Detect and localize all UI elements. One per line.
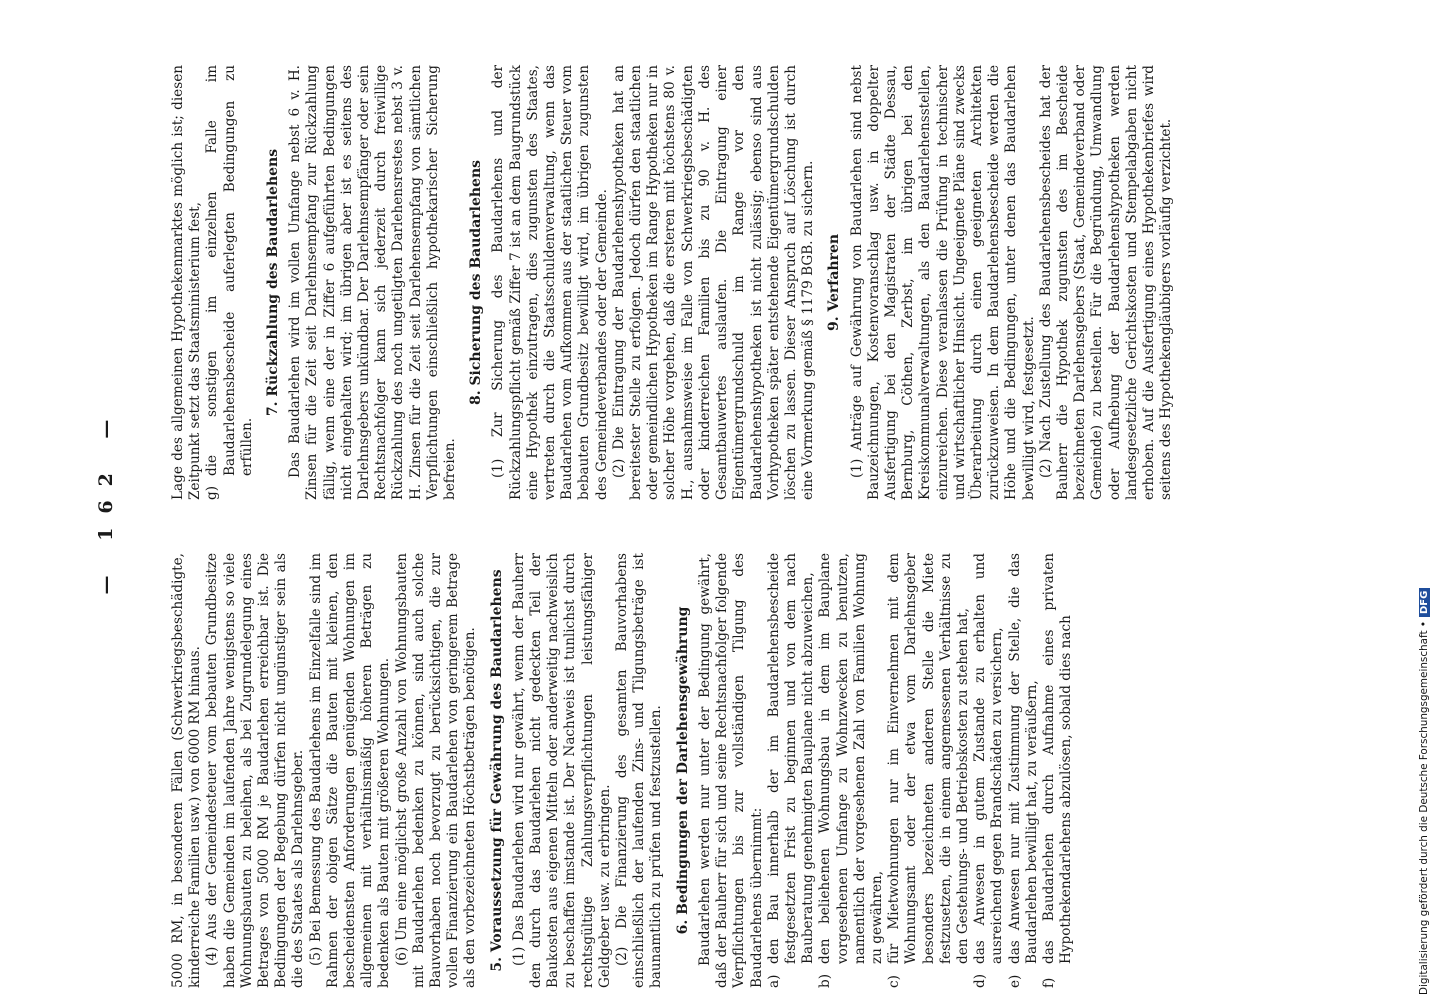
list-item	[766, 553, 818, 988]
list-marker: d)	[972, 973, 989, 988]
credit-text: Digitalisierung gefördert durch die Deutsche Forschungsgemeinschaft •	[1418, 621, 1430, 995]
paragraph: (2) Die Eintragung der Baudarlehenshypotheken hat an bereitester Stelle zu erfolgen. Jedoch dürfen den staatlichen oder gemeindlichen Hypotheken im Range Hypotheken nur in solcher Höhe vorgehen, daß die ersteren mit höchstens 80 v. H., ausnahmsweise im Falle von Schwerkriegsbeschädigten oder kinderreichen Familien bis zu 90 v. H. des Gesamtbauwertes auslaufen. Die Eintragung einer Eigentümergrundschuld im Range vor den Baudarlehenshypotheken ist nicht zulässig; ebenso sind aus Vorhypotheken später entstehende Eigentümergrundschulden löschen zu lassen. Dieser Anspruch auf Löschung ist durch eine Vormerkung gemäß § 1179 BGB. zu sichern.	[610, 65, 817, 500]
list-item-text: den Bau innerhalb der im Baudarlehensbescheide festgesetzten Frist zu beginnen und von dem nach Bauberatung genehmigten Bauplane nicht abzuweichen,	[765, 553, 817, 964]
paragraph: (2) Die Finanzierung des gesamten Bauvorhabens einschließlich der laufenden Zins- und Tilgungsbeträge ist baunamtlich zu prüfen und festzustellen.	[614, 553, 665, 988]
paragraph: (1) Anträge auf Gewährung von Baudarlehen sind nebst Bauzeichnungen, Kostenvoranschlag usw. in doppelter Ausfertigung bei den Magistraten der Städte Dessau, Bernburg, Cöthen, Zerbst, im übrigen bei den Kreiskommunalverwaltungen, als den Baudarlehensstellen, einzureichen. Diese veranlassen die Prüfung in technischer und wirtschaftlicher Hinsicht. Ungeeignete Pläne sind zwecks Überarbeitung durch einen geeigneten Architekten zurückzuweisen. In dem Baudarlehensbescheide werden die Höhe und die Bedingungen, unter denen das Baudarlehen bewilligt wird, festgesetzt.	[848, 65, 1037, 500]
list-item	[972, 553, 1006, 988]
section-heading: 8. Sicherung des Baudarlehens	[468, 159, 485, 406]
dfg-logo: DFG	[1419, 588, 1430, 617]
list-marker: b)	[817, 973, 834, 988]
paragraph: 5000 RM, in besonderen Fällen (Schwerkriegsbeschädigte, kinderreiche Familien usw.) von 6000 RM hinaus.	[170, 553, 204, 988]
left-column	[170, 553, 1075, 988]
list-item	[886, 553, 972, 988]
section-heading: 5. Voraussetzung für Gewährung des Baudarlehens	[488, 569, 505, 972]
list-item-text: für Mietwohnungen nur im Einvernehmen mit dem Wohnungsamt oder der etwa vom Darlehnsgeber besonders bezeichneten anderen Stelle die Miete festzusetzen, die in einem angemessenen Verhältnisse zu den Gestehungs- und Betriebskosten zu stehen hat,	[886, 553, 971, 964]
section-heading: 6. Bedingungen der Darlehensgewährung	[674, 606, 691, 935]
paragraph: (1) Zur Sicherung des Baudarlehens und der Rückzahlungspflicht gemäß Ziffer 7 ist an dem Baugrundstück eine Hypothek einzutragen, dies zugunsten des Staates, vertreten durch die Staatsschuldenverwaltung, wenn das Baudarlehen vom Aufkommen aus der staatlichen Steuer vom bebauten Grundbesitz bewilligt wird, im übrigen zugunsten des Gemeindeverbandes oder der Gemeinde.	[490, 65, 610, 500]
list-item	[1041, 553, 1075, 988]
list-marker: g)	[204, 485, 221, 500]
scanned-page	[95, 0, 1325, 1000]
list-item-text: das Anwesen in gutem Zustande zu erhalten und ausreichend gegen Brandschäden zu versichern,	[972, 553, 1006, 964]
right-column	[170, 65, 1175, 500]
page-number: — 162 —	[95, 405, 117, 595]
paragraph: (4) Aus der Gemeindesteuer vom bebauten Grundbesitze haben die Gemeinden im laufenden Jahre wenigstens so viele Wohnungsbauten zu beleihen, als bei Zugrundelegung eines Betrages von 5000 RM je Baudarlehen erreichbar ist. Die Bedingungen der Begebung dürfen nicht ungünstiger sein als die des Staates als Darlehnsgeber.	[204, 553, 307, 988]
paragraph: (1) Das Baudarlehen wird nur gewährt, wenn der Bauherr den durch das Baudarlehen nicht gedeckten Teil der Baukosten aus eigenen Mitteln oder anderweitig nachweislich zu beschaffen imstande ist. Der Nachweis ist tunlichst durch rechtsgültige Zahlungsverpflichtungen leistungsfähiger Geldgeber usw. zu erbringen.	[510, 553, 613, 988]
list-item	[817, 553, 886, 988]
digitization-credit	[1418, 588, 1430, 995]
paragraph: Lage des allgemeinen Hypothekenmarktes möglich ist; diesen Zeitpunkt setzt das Staatsministerium fest,	[170, 65, 204, 500]
section-heading: 9. Verfahren	[826, 233, 843, 332]
list-marker: f)	[1040, 977, 1057, 988]
list-item	[1007, 553, 1041, 988]
list-item-text: den beliehenen Wohnungsbau in dem im Bauplane vorgesehenen Umfange zu Wohnzwecken zu benutzen, namentlich der vorgesehenen Zahl von Familien Wohnung zu gewähren,	[817, 553, 885, 964]
section-heading: 7. Rückzahlung des Baudarlehens	[265, 148, 282, 417]
paragraph: (6) Um eine möglichst große Anzahl von Wohnungsbauten mit Baudarlehen bedenken zu können, sind auch solche Bauvorhaben noch bevorzugt zu berücksichtigen, die zur vollen Finanzierung ein Baudarlehen von geringerem Betrage als den vorbezeichneten Höchstbeträgen benötigen.	[393, 553, 479, 988]
condition-list	[766, 553, 1076, 988]
paragraph: Baudarlehen werden nur unter der Bedingung gewährt, daß der Bauherr für sich und seine Rechtsnachfolger folgende Verpflichtungen bis zur vollständigen Tilgung des Baudarlehens übernimmt:	[696, 553, 765, 988]
list-item-text: die sonstigen im einzelnen Falle im Baudarlehensbescheide auferlegten Bedingungen zu erfüllen.	[204, 65, 255, 476]
list-item-text: das Anwesen nur mit Zustimmung der Stelle, die das Baudarlehen bewilligt hat, zu veräußern,	[1006, 553, 1040, 964]
paragraph: Das Baudarlehen wird im vollen Umfange nebst 6 v. H. Zinsen für die Zeit seit Darlehnsempfang zur Rückzahlung fällig, wenn eine der in Ziffer 6 aufgeführten Bedingungen nicht eingehalten wird; im übrigen aber ist es seitens des Darlehnsgebers unkündbar. Der Darlehnsempfänger oder sein Rechtsnachfolger kann sich jederzeit durch freiwillige Rückzahlung des noch ungetilgten Darlehensrestes nebst 3 v. H. Zinsen für die Zeit seit Darlehensempfang von sämtlichen Verpflichtungen einschließlich hypothekarischer Sicherung befreien.	[287, 65, 459, 500]
list-item	[204, 65, 256, 500]
paragraph: (5) Bei Bemessung des Baudarlehens im Einzelfalle sind im Rahmen der obigen Sätze die Bauten mit kleinen, den bescheidensten Anforderungen genügenden Wohnungen im allgemeinen mit verhältnismäßig höheren Beträgen zu bedenken als Bauten mit größeren Wohnungen.	[307, 553, 393, 988]
list-marker: c)	[886, 975, 903, 988]
condition-list	[204, 65, 256, 500]
paragraph: (2) Nach Zustellung des Baudarlehensbescheides hat der Bauherr die Hypothek zugunsten des im Bescheide bezeichneten Darlehensgebers (Staat, Gemeindeverband oder Gemeinde) zu bestellen. Für die Begründung, Umwandlung oder Aufhebung der Baudarlehenshypotheken werden landesgesetzliche Gerichtskosten und Stempelabgaben nicht erhoben. Auf die Ausfertigung eines Hypothekenbriefes wird seitens des Hypothekengläubigers vorläufig verzichtet.	[1037, 65, 1175, 500]
list-marker: a)	[765, 974, 782, 988]
list-item-text: das Baudarlehen durch Aufnahme eines privaten Hypothekendarlehens abzulösen, sobald dies nach	[1040, 553, 1075, 964]
list-marker: e)	[1006, 974, 1023, 988]
